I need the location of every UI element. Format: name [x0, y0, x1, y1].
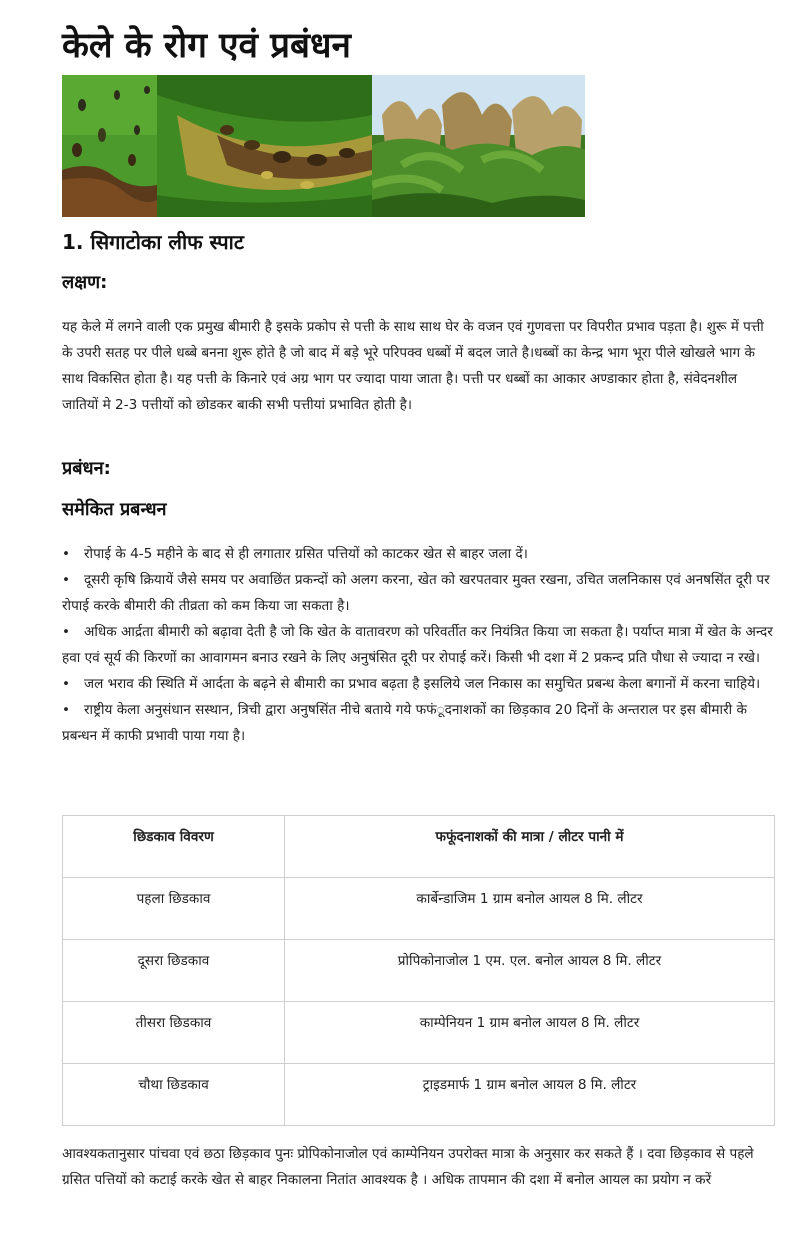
table-row	[63, 1002, 775, 1064]
page-title: केले के रोग एवं प्रबंधन	[62, 26, 351, 66]
leaf-streak-lesions-image	[157, 75, 372, 217]
bullet-icon: •	[62, 546, 71, 562]
list-item: • रोपाई के 4-5 महीने के बाद से ही लगातार ग्रसित पत्तियों को काटकर खेत से बाहर जला दें।	[62, 541, 774, 567]
table-row	[63, 1064, 775, 1126]
dose-cell: काम्पेनियन 1 ग्राम बनोल आयल 8 मि. लीटर	[285, 1002, 775, 1064]
list-item: • राष्ट्रीय केला अनुसंधान सस्थान, त्रिची द्वारा अनुषसिंत नीचे बताये गये फफंूदनाशकों का छिड़काव 20 दिनों के अन्तराल पर इस बीमारी के प्रबन्धन में काफी प्रभावी पाया गया है।	[62, 697, 774, 749]
disease-banner	[62, 75, 585, 217]
bullet-icon: •	[62, 572, 71, 588]
list-item: • जल भराव की स्थिति में आर्दता के बढ़ने से बीमारी का प्रभाव बढ़ता है इसलिये जल निकास का समुचित प्रबन्ध केला बगानों में करना चाहिये।	[62, 671, 774, 697]
dose-cell: ट्राइडमार्फ 1 ग्राम बनोल आयल 8 मि. लीटर	[285, 1064, 775, 1126]
bullet-icon: •	[62, 624, 71, 640]
bullet-icon: •	[62, 702, 71, 718]
integrated-management-heading: समेकित प्रबन्धन	[62, 499, 167, 520]
leaf-spot-closeup-image	[62, 75, 157, 217]
disease-heading: 1. सिगाटोका लीफ स्पाट	[62, 230, 244, 254]
spray-name-cell: पहला छिडकाव	[63, 878, 285, 940]
list-item: • अधिक आर्द्रता बीमारी को बढ़ावा देती है जो कि खेत के वातावरण को परिवर्तीत कर नियंत्रित किया जा सकता है। पर्याप्त मात्रा में खेत के अन्दर हवा एवं सूर्य की किरणों का आवागमन बनाउ रखने के लिए अनुषंसित दूरी पर रोपाई करें। किसी भी दशा में 2 प्रकन्द प्रति पौधा से ज्यादा न रखे।	[62, 619, 774, 671]
table-row	[63, 878, 775, 940]
table-row	[63, 940, 775, 1002]
symptoms-paragraph: यह केले में लगने वाली एक प्रमुख बीमारी है इसके प्रकोप से पत्ती के साथ साथ घेर के वजन एवं गुणवत्ता पर विपरीत प्रभाव पड़ता है। शुरू में पत्ती के उपरी सतह पर पीले धब्बे बनना शुरू होते है जो बाद में बड़े भूरे परिपक्व धब्बों में बदल जाते है।धब्बों का केन्द्र भाग भूरा पीले खोखले भाग के साथ विकसित होता है। यह पत्ती के किनारे एवं अग्र भाग पर ज्यादा पाया जाता है। पत्ती पर धब्बों का आकार अण्डाकार होता है, संवेदनशील जातियों मे 2-3 पत्तीयों को छोडकर बाकी सभी पत्तीयां प्रभावित होती है।	[62, 319, 764, 413]
column-header-dose: फफूंदनाशकों की मात्रा / लीटर पानी में	[285, 816, 775, 878]
spray-name-cell: तीसरा छिडकाव	[63, 1002, 285, 1064]
list-item: • दूसरी कृषि क्रियायें जैसे समय पर अवाछिंत प्रकन्दों को अलग करना, खेत को खरपतवार मुक्त रखना, उचित जलनिकास एवं अनषसिंत दूरी पर रोपाई करके बीमारी की तीव्रता को कम किया जा सकता है।	[62, 567, 774, 619]
symptoms-heading: लक्षण:	[62, 272, 108, 293]
dose-cell: कार्बेन्डाजिम 1 ग्राम बनोल आयल 8 मि. लीटर	[285, 878, 775, 940]
spray-schedule-table	[62, 815, 775, 1126]
table-header-row	[63, 816, 775, 878]
footer-paragraph: आवश्यकतानुसार पांचवा एवं छठा छिड़काव पुनः प्रोपिकोनाजोल एवं काम्पेनियन उपरोक्त मात्रा के अनुसार कर सकते हैं । दवा छिड़काव से पहले ग्रसित पत्तियों को कटाई करके खेत से बाहर निकालना नितांत आवश्यक है । अधिक तापमान की दशा में बनोल आयल का प्रयोग न करें	[62, 1146, 754, 1188]
infected-plantation-image	[372, 75, 585, 217]
column-header-spray: छिडकाव विवरण	[63, 816, 285, 878]
spray-name-cell: दूसरा छिडकाव	[63, 940, 285, 1002]
management-heading: प्रबंधन:	[62, 458, 111, 479]
dose-cell: प्रोपिकोनाजोल 1 एम. एल. बनोल आयल 8 मि. लीटर	[285, 940, 775, 1002]
spray-name-cell: चौथा छिडकाव	[63, 1064, 285, 1126]
bullet-icon: •	[62, 676, 71, 692]
management-list	[62, 541, 774, 749]
